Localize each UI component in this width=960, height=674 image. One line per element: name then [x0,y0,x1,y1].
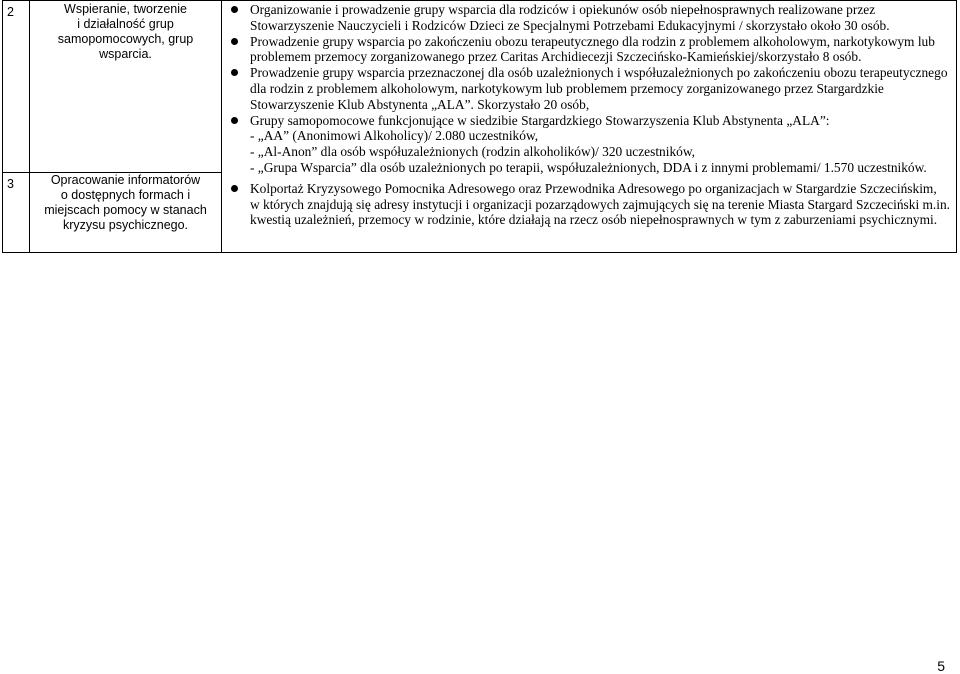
description-line: Wspieranie, tworzenie [64,2,187,16]
item-line: Kolportaż Kryzysowego Pomocnika Adresowego oraz Przewodnika Adresowego po organizacjach w Stargardzie Szczecińskim, [250,180,937,196]
bullet-icon [231,185,238,192]
item-line: dla rodzin z problemem alkoholowym, narkotykowym lub problemem przemocy zorganizowanego przez Stargardzkie [250,80,884,96]
list-item [228,2,950,34]
list-item [228,113,950,176]
item-line: - „Al-Anon” dla osób współuzależnionych (rodzin alkoholików)/ 320 uczestników, [250,144,696,160]
table-body [3,1,957,253]
activity-list [228,2,950,228]
bullet-icon [231,38,238,45]
row-description [30,1,221,62]
item-line: Grupy samopomocowe funkcjonujące w siedzibie Stargardzkiego Stowarzyszenia Klub Abstynenta „ALA”: [250,112,830,128]
item-line: - „AA” (Anonimowi Alkoholicy)/ 2.080 uczestników, [250,128,539,144]
row-number: 2 [7,5,14,19]
row-number-cell [3,173,30,253]
row-description-cell [30,1,222,173]
list-item [228,65,950,112]
page-number: 5 [937,658,945,674]
row-content-cell [222,1,957,253]
item-line: w których znajdują się adresy instytucji i organizacji pozarządowych zajmujących się na terenie Miasta Stargard Szczeciński m.in. [250,196,951,212]
item-line: Prowadzenie grupy wsparcia po zakończeniu obozu terapeutycznego dla rodzin z problemem alkoholowym, narkotykowym lub [250,33,935,49]
description-line: kryzysu psychicznego. [62,218,189,232]
description-line: Opracowanie informatorów [50,173,201,187]
row-description-cell [30,173,222,253]
description-line: wsparcia. [99,47,152,61]
item-line: Stowarzyszenie Klub Abstynenta „ALA”. Skorzystało 20 osób, [250,96,590,112]
bullet-icon [231,6,238,13]
description-line: samopomocowych, grup [57,32,194,46]
item-line: problemem przemocy zorganizowanego przez Caritas Archidiecezji Szczecińsko-Kamieńskiej/skorzystało 8 osób. [250,49,862,65]
description-line: miejscach pomocy w stanach [44,203,207,217]
bullet-icon [231,117,238,124]
description-line: o dostępnych formach i [60,188,191,202]
item-line: Organizowanie i prowadzenie grupy wsparcia dla rodziców i opiekunów osób niepełnosprawnych realizowane przez [250,2,876,17]
row-number-cell [3,1,30,173]
item-line: Prowadzenie grupy wsparcia przeznaczonej dla osób uzależnionych i współuzależnionych po zakończeniu obozu terapeutycznego [250,65,948,81]
list-item [228,34,950,66]
table-row [3,1,957,173]
bullet-icon [231,69,238,76]
item-line: - „Grupa Wsparcia” dla osób uzależnionych po terapii, współuzależnionych, DDA i z innymi problemami/ 1.570 uczestników. [250,159,927,175]
description-line: i działalność grup [77,17,174,31]
row-number: 3 [7,177,14,191]
item-line: Stowarzyszenie Nauczycieli i Rodziców Dzieci ze Specjalnymi Potrzebami Edukacyjnymi / skorzystało około 30 osób. [250,17,890,33]
item-line: kwestią uzależnień, przemocy w rodzinie, które działają na rzecz osób niepełnosprawnych w tym z zaburzeniami psychicznymi. [250,212,938,228]
program-table [2,0,957,253]
row-description [30,173,221,233]
list-item [228,181,950,228]
